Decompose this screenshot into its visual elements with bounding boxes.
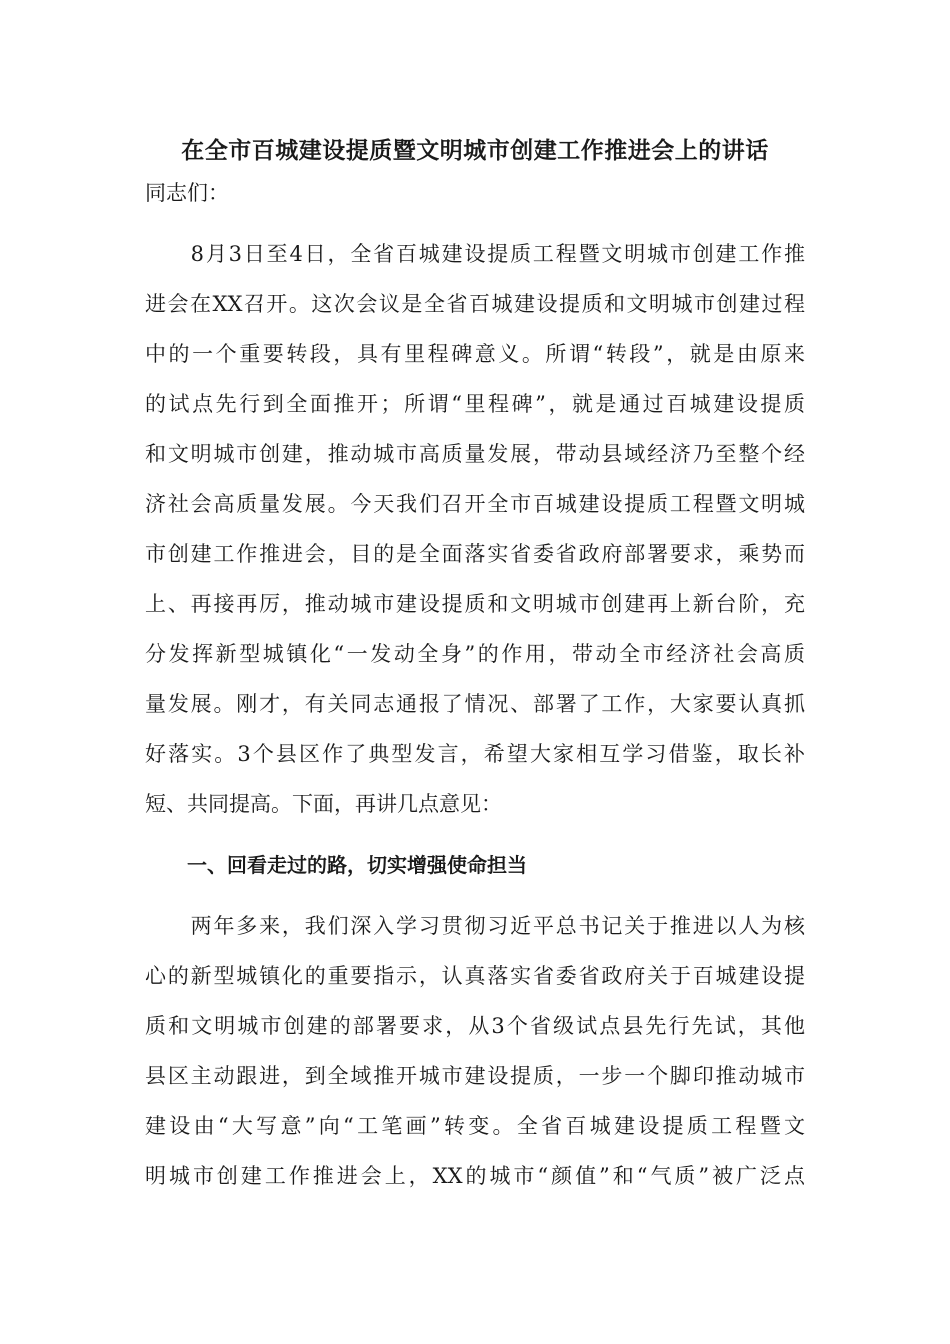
document-title: 在全市百城建设提质暨文明城市创建工作推进会上的讲话 xyxy=(181,137,769,164)
document-body xyxy=(145,168,805,1201)
paragraph-line: 济社会高质量发展。今天我们召开全市百城建设提质工程暨文明城 xyxy=(145,492,805,516)
paragraph-spacer xyxy=(145,829,805,840)
paragraph-line: 县区主动跟进，到全域推开城市建设提质，一步一个脚印推动城市 xyxy=(145,1064,805,1088)
paragraph-line: 进会在XX召开。这次会议是全省百城建设提质和文明城市创建过程 xyxy=(145,292,805,316)
paragraph-line: 分发挥新型城镇化“一发动全身”的作用，带动全市经济社会高质 xyxy=(145,642,805,666)
paragraph-line: 建设由“大写意”向“工笔画”转变。全省百城建设提质工程暨文 xyxy=(145,1114,805,1138)
paragraph-line: 短、共同提高。下面，再讲几点意见： xyxy=(145,792,502,816)
paragraph-line: 明城市创建工作推进会上，XX的城市“颜值”和“气质”被广泛点 xyxy=(145,1164,805,1188)
paragraph-line: 质和文明城市创建的部署要求，从3个省级试点县先行先试，其他 xyxy=(145,1014,805,1038)
paragraph-line: 好落实。3个县区作了典型发言，希望大家相互学习借鉴，取长补 xyxy=(145,742,805,766)
paragraph-line: 中的一个重要转段，具有里程碑意义。所谓“转段”，就是由原来 xyxy=(145,342,805,366)
paragraph-line: 和文明城市创建，推动城市高质量发展，带动县域经济乃至整个经 xyxy=(145,442,805,466)
paragraph-line: 心的新型城镇化的重要指示，认真落实省委省政府关于百城建设提 xyxy=(145,964,805,988)
paragraph-line: 两年多来，我们深入学习贯彻习近平总书记关于推进以人为核 xyxy=(145,914,805,938)
paragraph-line: 量发展。刚才，有关同志通报了情况、部署了工作，大家要认真抓 xyxy=(145,692,805,716)
paragraph-line: 8月3日至4日，全省百城建设提质工程暨文明城市创建工作推 xyxy=(145,242,805,266)
paragraph-line: 的试点先行到全面推开；所谓“里程碑”，就是通过百城建设提质 xyxy=(145,392,805,416)
salutation: 同志们： xyxy=(145,181,229,205)
paragraph-2 xyxy=(145,901,805,1201)
paragraph-1 xyxy=(145,229,805,829)
section-heading: 一、回看走过的路，切实增强使命担当 xyxy=(187,853,527,877)
paragraph-line: 市创建工作推进会，目的是全面落实省委省政府部署要求，乘势而 xyxy=(145,542,805,566)
paragraph-spacer xyxy=(145,890,805,901)
paragraph-line: 上、再接再厉，推动城市建设提质和文明城市创建再上新台阶，充 xyxy=(145,592,805,616)
